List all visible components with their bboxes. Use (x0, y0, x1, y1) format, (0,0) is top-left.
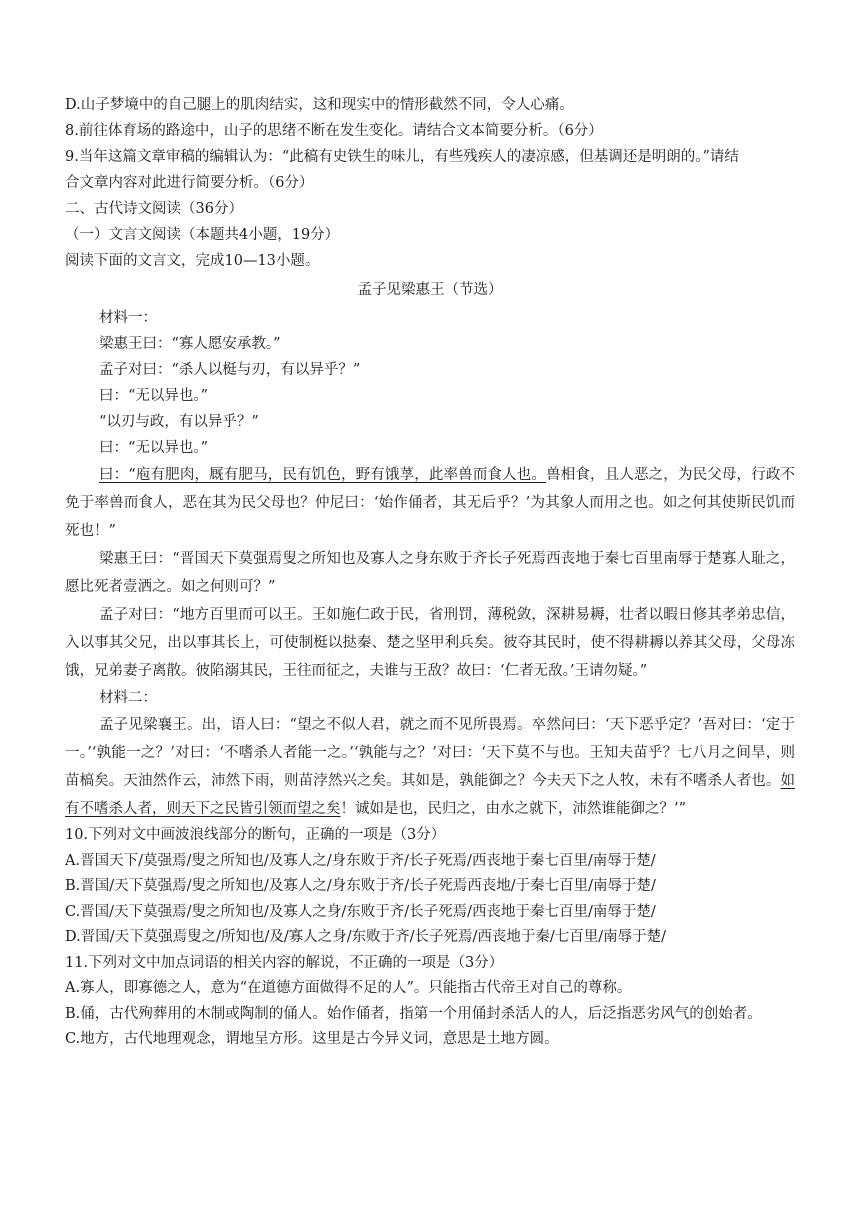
material-2-label: 材料二： (99, 690, 157, 706)
question-11-option-c: C.地方，古代地理观念，谓地呈方形。这里是古今异义词，意思是土地方圆。 (65, 1031, 559, 1047)
question-10-option-a: A.晋国天下/莫强焉/叟之所知也/及寡人之/身东败于齐/长子死焉/西丧地于秦七百里/南辱于楚/ (65, 852, 656, 869)
question-11: 11.下列对文中加点词语的相关内容的解说，不正确的一项是（3分） (65, 954, 504, 971)
dialogue-line: “以刃与政，有以异乎？” (99, 414, 259, 430)
dialogue-line: 曰：“无以异也。” (99, 440, 209, 456)
question-9-line-2: 合文章内容对此进行简要分析。（6分） (65, 175, 314, 191)
question-8: 8.前往体育场的路途中，山子的思绪不断在发生变化。请结合文本简要分析。（6分） (65, 123, 603, 139)
question-10: 10.下列对文中画波浪线部分的断句，正确的一项是（3分） (65, 827, 446, 843)
paragraph-4-text: 孟子见梁襄王。出，语人曰：“望之不似人君，就之而不见所畏焉。卒然问曰：‘天下恶乎定？’吾对曰：‘定于一。’‘孰能一之？’对曰：‘不嗜杀人者能一之。’‘孰能与之？’对曰：‘天下莫不与也。王知夫苗乎？七八月之间旱，则苗槁矣。天油然作云，沛然下雨，则苗浡然兴之矣。其如是，孰能御之？今夫天下之人牧，未有不嗜杀人者也。 (65, 717, 795, 789)
section-2-heading: 二、古代诗文阅读（36分） (65, 201, 243, 217)
dialogue-line: 孟子对曰：“杀人以梃与刃，有以异乎？” (99, 362, 361, 378)
question-10-option-d: D.晋国/天下莫强焉叟之/所知也/及/寡人之身/东败于齐/长子死焉/西丧地于秦/七百里/南辱于楚/ (65, 929, 667, 945)
underlined-passage: 曰：“庖有肥肉，厩有肥马，民有饥色，野有饿莩，此率兽而食人也。 (99, 467, 547, 483)
question-11-option-a: A.寡人，即寡德之人，意为“在道德方面做得不足的人”。只能指古代帝王对自己的尊称。 (65, 980, 632, 996)
subsection-1-heading: （一）文言文阅读（本题共4小题，19分） (65, 227, 340, 243)
dialogue-line: 梁惠王曰：“寡人愿安承教。” (99, 336, 281, 352)
text-title: 孟子见梁惠王（节选） (357, 282, 503, 298)
paragraph-3: 孟子对曰：“地方百里而可以王。王如施仁政于民，省刑罚，薄税敛，深耕易耨，壮者以暇日修其孝弟忠信，入以事其父兄，出以事其长上，可使制梃以挞秦、楚之坚甲利兵矣。彼夺其民时，使不得耕耨以养其父母，父母冻饿，兄弟妻子离散。彼陷溺其民，王往而征之，夫谁与王敌？故曰：‘仁者无敌。’王请勿疑。” (65, 607, 795, 679)
material-1-label: 材料一： (99, 310, 157, 326)
document-page (65, 92, 795, 1053)
paragraph-1-text: 兽相食，且人恶之，为民父母，行政不免于率兽而食人，恶在其为民父母也？仲尼曰：‘始作俑者，其无后乎？’为其象人而用之也。如之何其使斯民饥而死也！” (65, 467, 796, 539)
paragraph-2: 梁惠王曰：“晋国天下莫强焉叟之所知也及寡人之身东败于齐长子死焉西丧地于秦七百里南辱于楚寡人耻之，愿比死者壹洒之。如之何则可？” (65, 551, 795, 595)
question-10-option-c: C.晋国/天下莫强焉/叟之所知也/及寡人之身/东败于齐/长子死焉/西丧地于秦七百里/南辱于楚/ (65, 903, 656, 920)
question-9-line-1: 9.当年这篇文章审稿的编辑认为：“此稿有史铁生的味儿，有些残疾人的凄凉感，但基调还是明朗的。”请结 (65, 149, 739, 165)
reading-instruction: 阅读下面的文言文，完成10—13小题。 (65, 253, 320, 269)
question-10-option-b: B.晋国/天下莫强焉/叟之所知也/及寡人之/身东败于齐/长子死焉西丧地/于秦七百里/南辱于楚/ (65, 878, 656, 894)
question-11-option-b: B.俑，古代殉葬用的木制或陶制的俑人。始作俑者，指第一个用俑封杀活人的人，后泛指恶劣风气的创始者。 (65, 1005, 762, 1022)
paragraph-4 (65, 711, 795, 823)
paragraph-4-end: ！诚如是也，民归之，由水之就下，沛然谁能御之？’” (340, 801, 687, 817)
question-7-option-d: D.山子梦境中的自己腿上的肌肉结实，这和现实中的情形截然不同，令人心痛。 (65, 97, 574, 113)
underlined-passage: 如有不嗜杀人者，则天下之民皆引领而望之矣 (65, 773, 795, 817)
dialogue-line: 曰：“无以异也。” (99, 388, 209, 404)
paragraph-1 (65, 461, 795, 545)
